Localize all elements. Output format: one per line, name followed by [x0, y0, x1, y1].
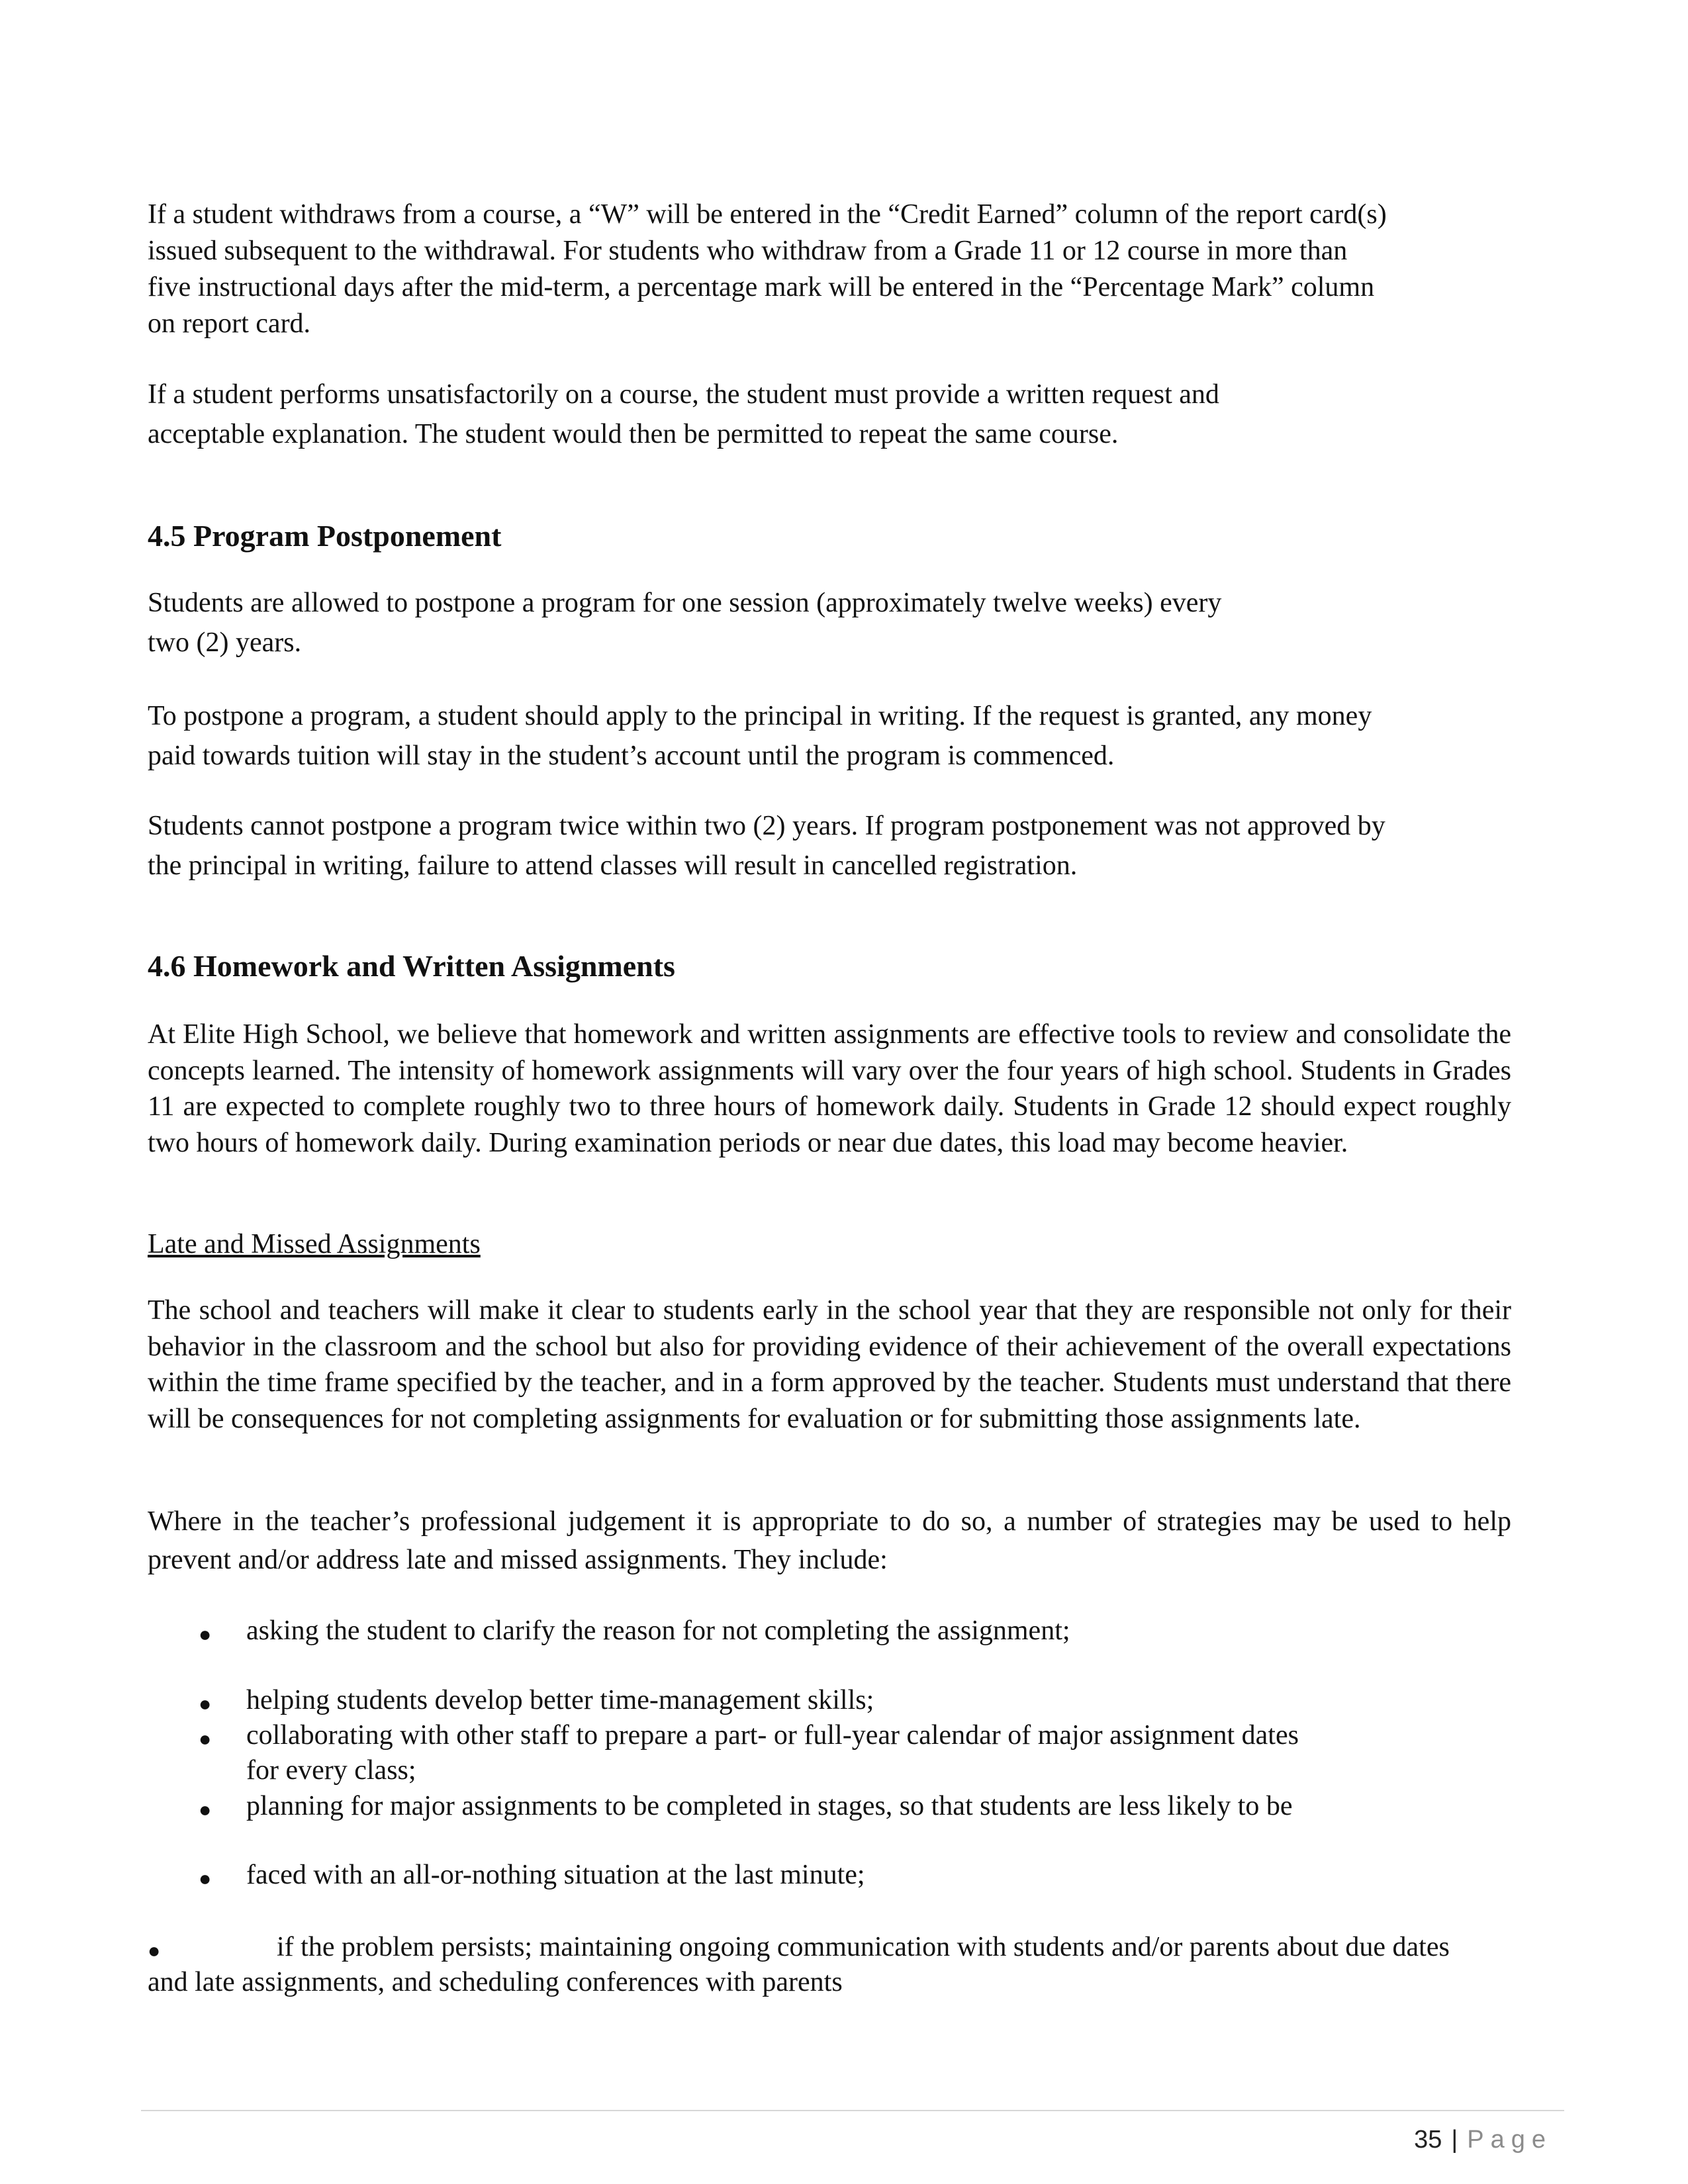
list-item-continuation: for every class; — [246, 1755, 416, 1786]
postpone-p1-line-1: Students are allowed to postpone a program for one session (approximately twelve weeks) every — [148, 588, 1222, 618]
postpone-paragraph-3 — [148, 806, 1511, 886]
responsibility-text: The school and teachers will make it clear to students early in the school year that they are responsible not only for their behavior in the classroom and the school but also for providing evidence of their achievement of the overall expectations within the time frame specified by the teacher, and in a form approved by the teacher. Students must understand that there will be consequences for not completing assignments for evaluation or for submitting those assignments late. — [148, 1295, 1511, 1434]
homework-text: At Elite High School, we believe that homework and written assignments are effective tools to review and consolidate the concepts learned. The intensity of homework assignments will vary over the four years of high school. Students in Grades 11 are expected to complete roughly two to three hours of homework daily. Students in Grade 12 should expect roughly two hours of homework daily. During examination periods or near due dates, this load may become heavier. — [148, 1019, 1511, 1158]
late-missed-subheading: Late and Missed Assignments — [148, 1229, 481, 1259]
postpone-p2-line-1: To postpone a program, a student should apply to the principal in writing. If the request is granted, any money — [148, 701, 1372, 731]
repeat-line-1: If a student performs unsatisfactorily on a course, the student must provide a written request and — [148, 379, 1219, 410]
postpone-paragraph-2 — [148, 696, 1511, 776]
page-footer — [1414, 2123, 1552, 2156]
repeat-paragraph — [148, 375, 1511, 454]
withdraw-paragraph — [148, 197, 1511, 342]
page-label: Page — [1467, 2126, 1552, 2154]
postpone-p3-line-2: the principal in writing, failure to attend classes will result in cancelled registration. — [148, 850, 1078, 881]
withdraw-line-1: If a student withdraws from a course, a “W” will be entered in the “Credit Earned” column of the report card(s) — [148, 199, 1387, 230]
list-item: if the problem persists; maintaining ongoing communication with students and/or parents about due dates — [277, 1932, 1450, 1962]
postpone-p3-line-1: Students cannot postpone a program twice within two (2) years. If program postponement was not approved by — [148, 811, 1385, 841]
list-item: helping students develop better time-management skills; — [246, 1685, 874, 1715]
strategies-intro-text: Where in the teacher’s professional judgement it is appropriate to do so, a number of strategies may be used to help prevent and/or address late and missed assignments. They include: — [148, 1506, 1511, 1575]
bullet-icon: ● — [199, 1797, 212, 1821]
homework-paragraph — [148, 1017, 1511, 1161]
section-4-5-heading: 4.5 Program Postponement — [148, 519, 502, 553]
postpone-p1-line-2: two (2) years. — [148, 627, 302, 658]
list-item: asking the student to clarify the reason for not completing the assignment; — [246, 1615, 1070, 1646]
footer-divider — [141, 2110, 1564, 2111]
list-item: faced with an all-or-nothing situation at the last minute; — [246, 1860, 865, 1890]
withdraw-line-4: on report card. — [148, 308, 311, 339]
responsibility-paragraph — [148, 1293, 1511, 1437]
page-number: 35 — [1414, 2126, 1442, 2154]
list-item: planning for major assignments to be completed in stages, so that students are less likely to be — [246, 1791, 1293, 1821]
strategies-intro-paragraph — [148, 1502, 1511, 1579]
bullet-icon: ● — [199, 1727, 212, 1751]
withdraw-line-3: five instructional days after the mid-term, a percentage mark will be entered in the “Percentage Mark” column — [148, 272, 1375, 302]
bullet-icon: ● — [148, 1938, 161, 1962]
list-item-continuation: and late assignments, and scheduling conferences with parents — [148, 1967, 843, 1997]
list-item: collaborating with other staff to prepare a part- or full-year calendar of major assignment dates — [246, 1720, 1299, 1751]
footer-separator: | — [1451, 2126, 1458, 2154]
repeat-line-2: acceptable explanation. The student would then be permitted to repeat the same course. — [148, 419, 1119, 449]
postpone-paragraph-1 — [148, 583, 1511, 662]
bullet-icon: ● — [199, 1866, 212, 1890]
postpone-p2-line-2: paid towards tuition will stay in the student’s account until the program is commenced. — [148, 741, 1115, 771]
bullet-icon: ● — [199, 1692, 212, 1715]
withdraw-line-2: issued subsequent to the withdrawal. For students who withdraw from a Grade 11 or 12 course in more than — [148, 236, 1348, 266]
section-4-6-heading: 4.6 Homework and Written Assignments — [148, 949, 675, 983]
bullet-icon: ● — [199, 1622, 212, 1646]
